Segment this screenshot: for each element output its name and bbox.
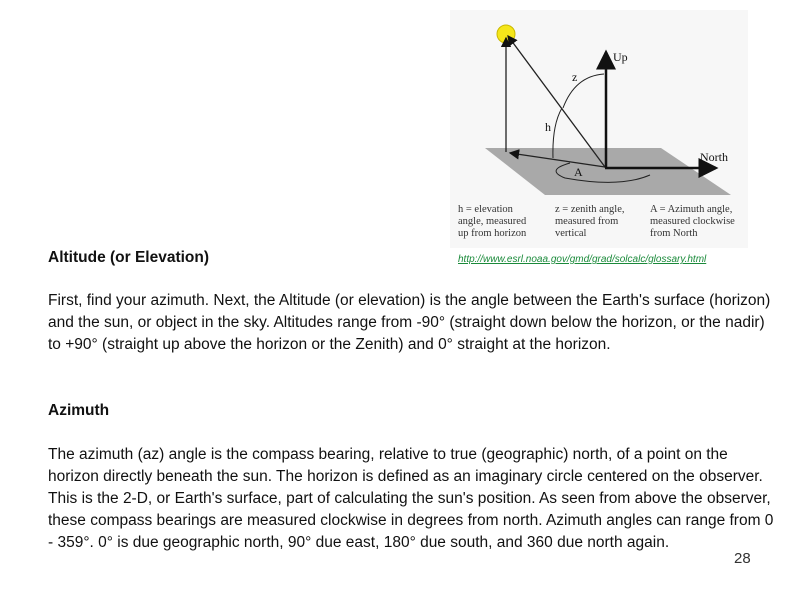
page-number: 28: [734, 550, 751, 567]
caption-elevation: h = elevation angle, measured up from horizon: [458, 204, 527, 239]
h-label: h: [545, 120, 551, 134]
sun-angle-diagram: [450, 10, 748, 248]
heading-altitude: Altitude (or Elevation): [48, 249, 210, 266]
caption-azimuth: A = Azimuth angle, measured clockwise from North: [650, 204, 735, 239]
z-label: z: [572, 70, 578, 84]
up-label: Up: [613, 50, 628, 64]
heading-azimuth: Azimuth: [48, 402, 110, 419]
paragraph-azimuth: The azimuth (az) angle is the compass bearing, relative to true (geographic) north, of a point on the horizon directly beneath the sun. The horizon is defined as an imaginary circle centered on the observer. This is the 2-D, or Earth's surface, part of calculating the sun's position. As seen from above the observer, these compass bearings are measured clockwise in degrees from north. Azimuth angles can range from 0 - 359°. 0° is due geographic north, 90° due east, 180° due south, and 360 due north again.: [48, 446, 774, 551]
a-label: A: [574, 165, 583, 179]
paragraph-altitude: First, find your azimuth. Next, the Altitude (or elevation) is the angle between the Earth's surface (horizon) and the sun, or object in the sky. Altitudes range from -90° (straight down below the horizon, or the nadir) to +90° (straight up above the horizon or the Zenith) and 0° straight at the horizon.: [48, 292, 771, 353]
source-link[interactable]: http://www.esrl.noaa.gov/gmd/grad/solcalc/glossary.html: [458, 254, 707, 265]
north-label: North: [700, 150, 728, 164]
caption-zenith: z = zenith angle, measured from vertical: [555, 204, 625, 239]
